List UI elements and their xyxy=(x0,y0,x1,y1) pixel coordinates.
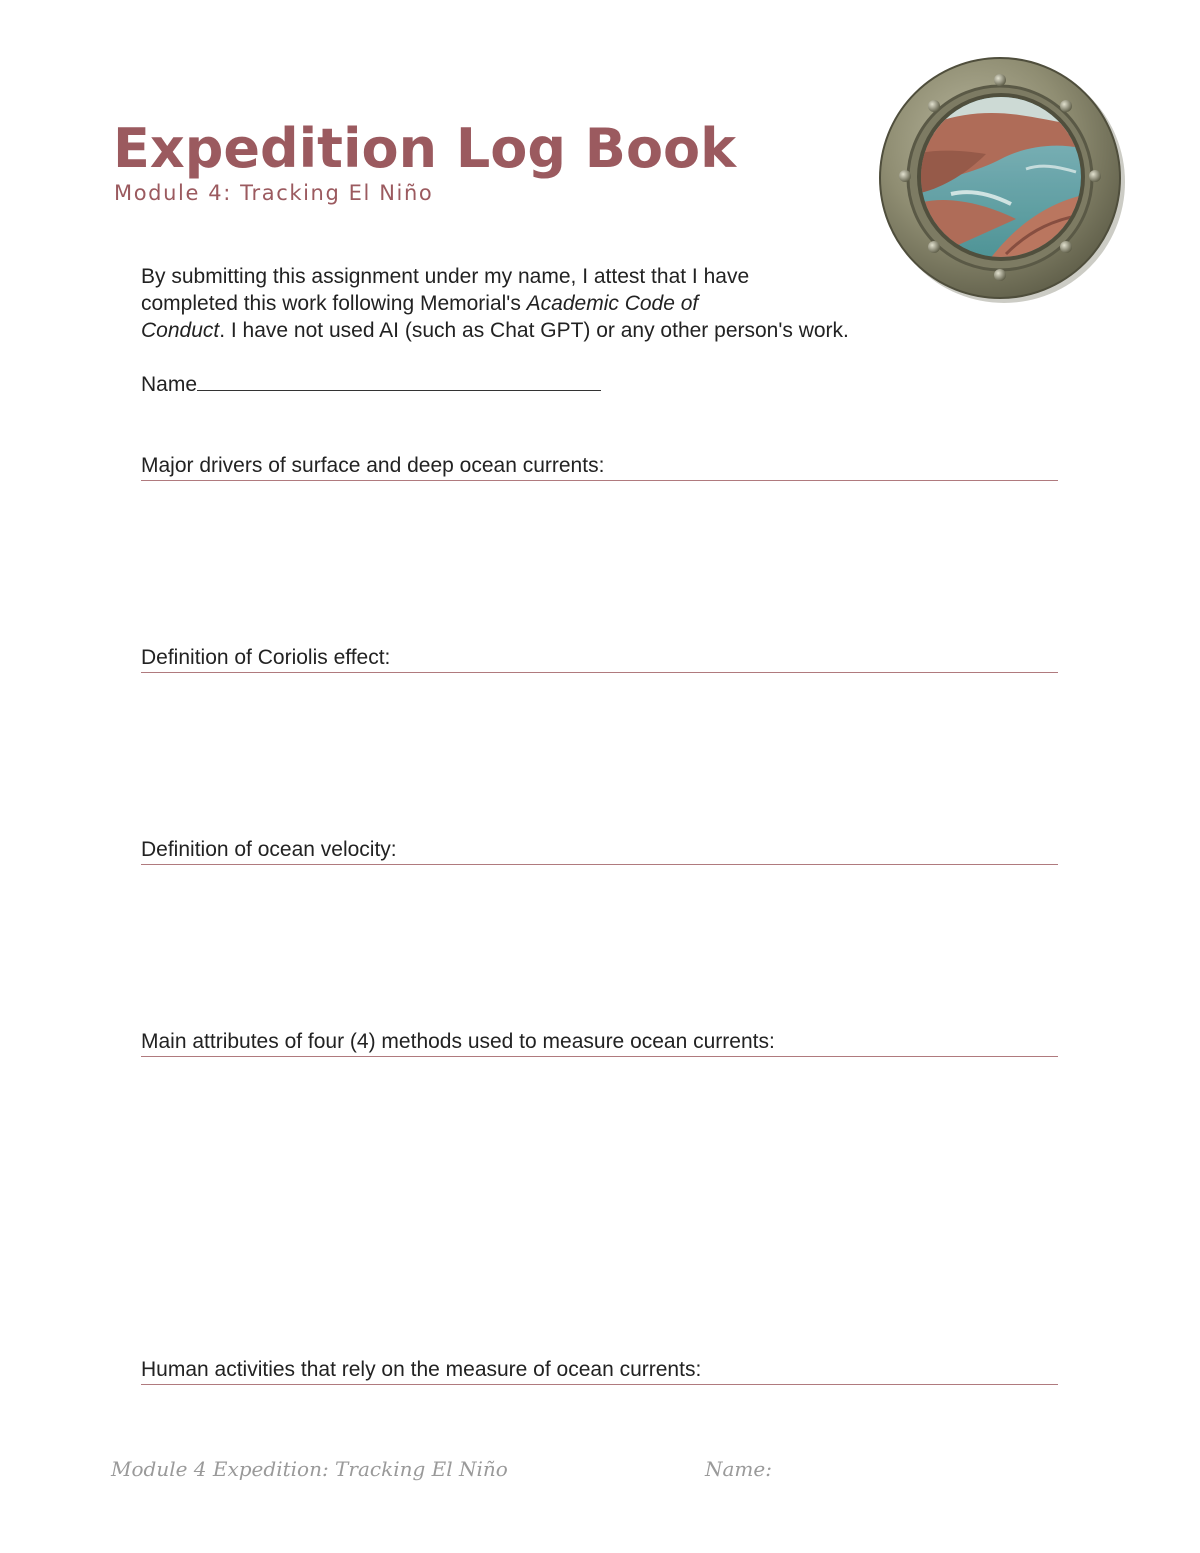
page-title: Expedition Log Book xyxy=(113,117,737,180)
footer-module-title: Module 4 Expedition: Tracking El Niño xyxy=(111,1457,508,1481)
section-coriolis-definition: Definition of Coriolis effect: xyxy=(141,645,1058,673)
section-ocean-velocity-definition: Definition of ocean velocity: xyxy=(141,837,1058,865)
section-measurement-methods: Main attributes of four (4) methods used to measure ocean currents: xyxy=(141,1029,1058,1057)
name-field[interactable] xyxy=(141,371,601,398)
section-ocean-current-drivers: Major drivers of surface and deep ocean currents: xyxy=(141,453,1058,481)
attestation-line-3: Conduct. I have not used AI (such as Chat GPT) or any other person's work. xyxy=(141,319,849,342)
academic-code-text: Academic Code of xyxy=(526,292,699,315)
conduct-text: Conduct xyxy=(141,319,220,342)
footer-name-label: Name: xyxy=(705,1457,772,1481)
attestation-line-1: By submitting this assignment under my name, I attest that I have xyxy=(141,265,750,288)
attestation-statement xyxy=(141,263,961,344)
page-subtitle: Module 4: Tracking El Niño xyxy=(114,181,434,205)
attestation-line-2: completed this work following Memorial's Academic Code of xyxy=(141,292,699,315)
name-label: Name xyxy=(141,373,198,396)
name-blank-line[interactable] xyxy=(197,372,601,391)
section-human-activities: Human activities that rely on the measure of ocean currents: xyxy=(141,1357,1058,1385)
